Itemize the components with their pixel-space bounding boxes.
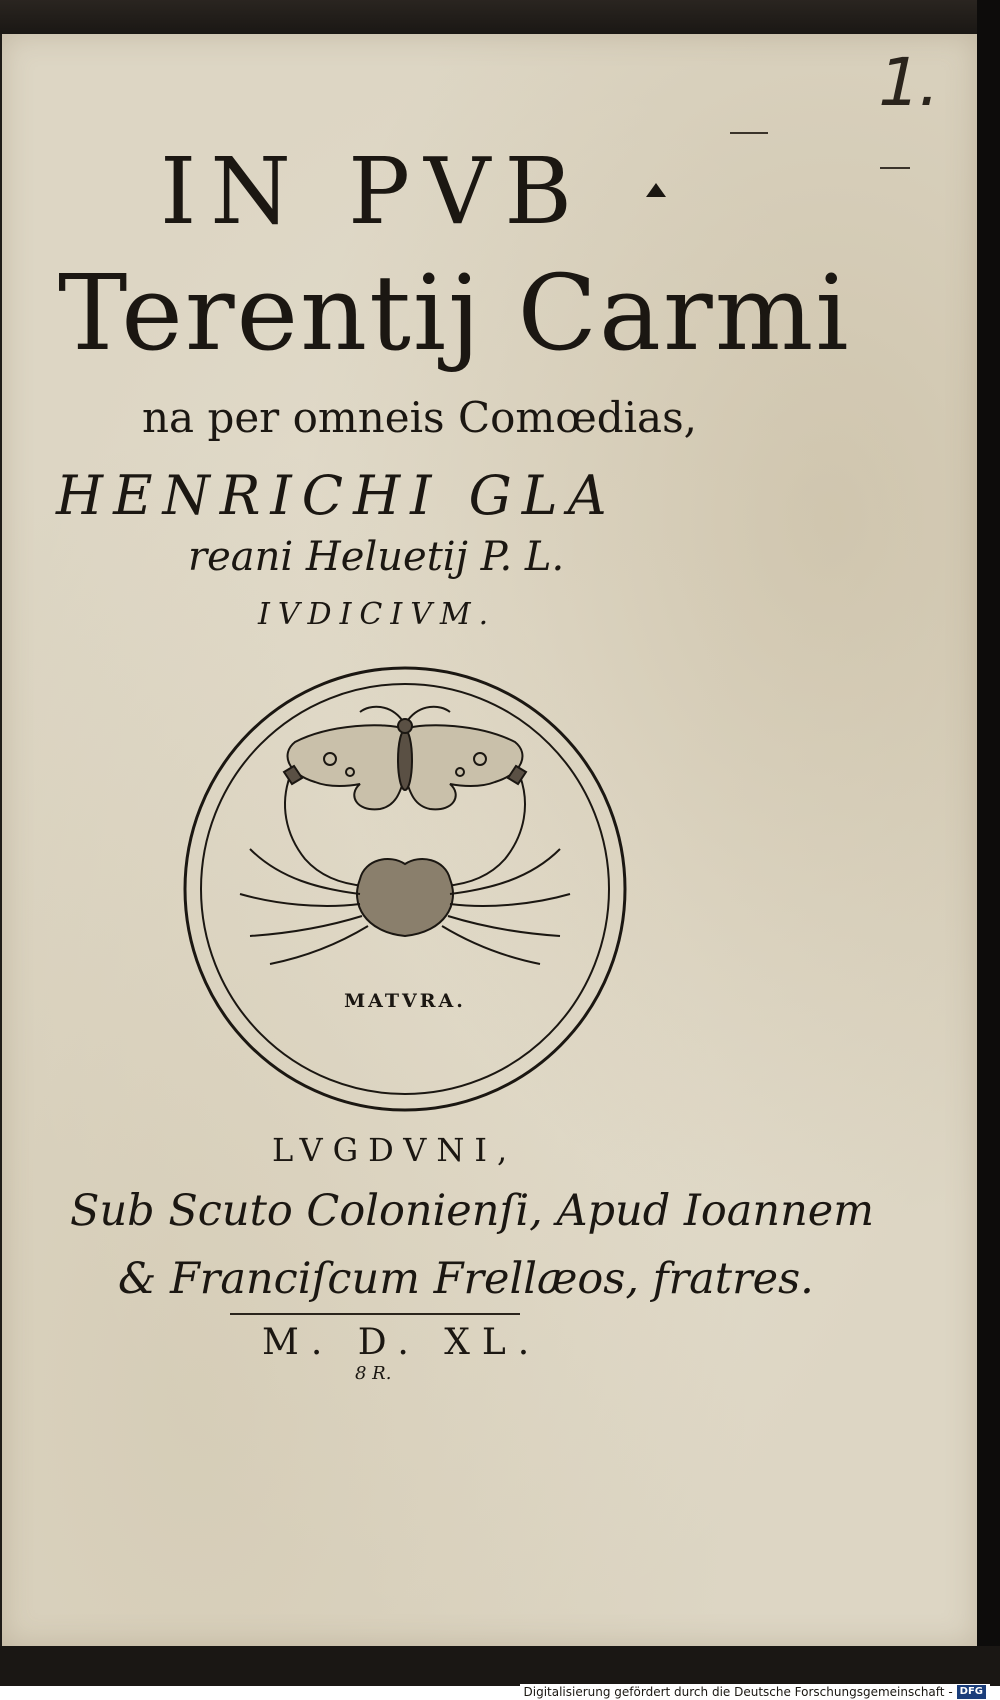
book-top-edge <box>0 0 1000 34</box>
digitization-credit <box>520 1684 991 1700</box>
handwritten-dash <box>880 167 910 169</box>
book-right-edge <box>977 0 1000 1700</box>
credit-text: Digitalisierung gefördert durch die Deutsche Forschungsgemeinschaft - <box>523 1685 953 1699</box>
handwritten-page-number: 1. <box>869 44 950 121</box>
butterfly-crab-emblem-icon <box>180 664 630 1114</box>
imprint-year: M. D. XL. <box>262 1322 542 1363</box>
book-bottom-edge <box>0 1646 1000 1686</box>
author-line-1: HENRICHI GLA <box>56 464 617 527</box>
author-line-2: reani Heluetij P. L. <box>188 534 565 580</box>
title-line-3: na per omneis Comœdias, <box>142 393 698 442</box>
title-line-1: IN PVB <box>160 138 587 245</box>
imprint-line-1: Sub Scuto Colonienſi, Apud Ioannem <box>70 1186 875 1236</box>
imprint-city: LVGDVNI, <box>272 1131 518 1169</box>
imprint-line-2: & Franciſcum Frellæos, fratres. <box>118 1254 814 1304</box>
handwritten-dash <box>730 132 768 134</box>
divider <box>230 1313 520 1315</box>
handwritten-note: 8 R. <box>355 1363 392 1384</box>
dfg-logo-icon: DFG <box>957 1685 986 1699</box>
title-line-2: Terentij Carmi <box>58 252 851 374</box>
title-ornament <box>646 183 666 197</box>
printers-device <box>180 664 630 1114</box>
device-motto: MATVRA. <box>344 990 466 1012</box>
title-line-judicium: IVDICIVM. <box>258 597 497 632</box>
